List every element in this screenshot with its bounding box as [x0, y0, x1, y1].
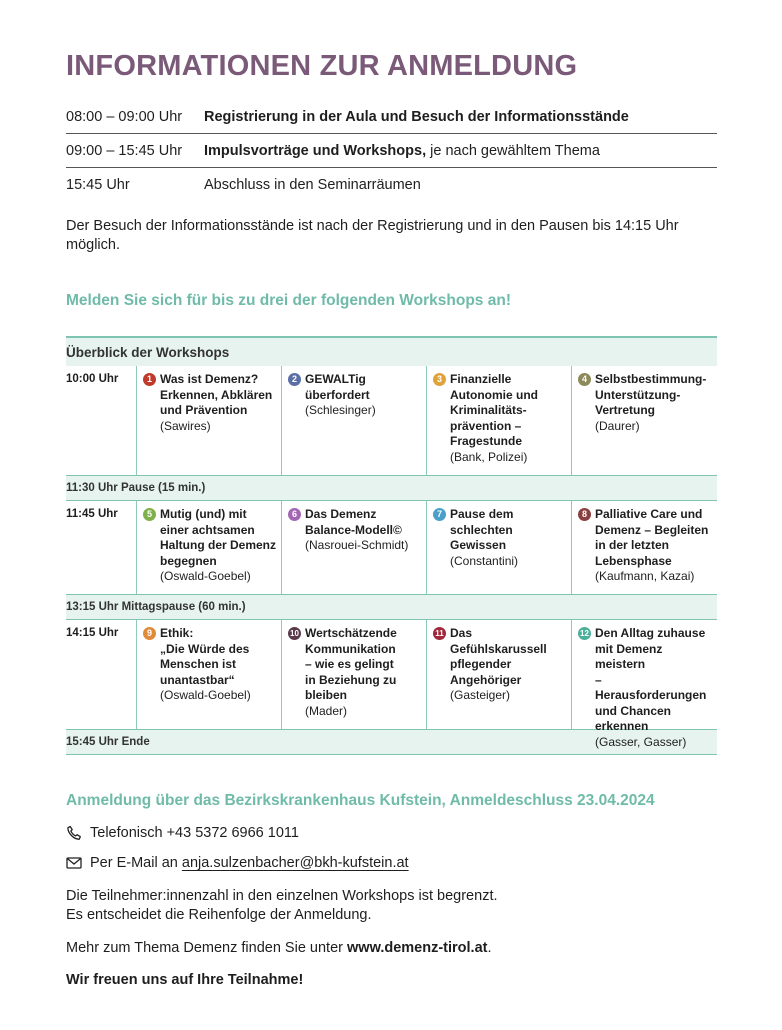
- more-info: [66, 939, 492, 958]
- slot-time: 14:15 Uhr: [66, 627, 119, 639]
- schedule-time: 15:45 Uhr: [66, 177, 130, 193]
- workshop-number-badge: 11: [433, 627, 446, 640]
- workshop-title: Den Alltag zuhause mit Demenz meistern – Herausforderungen und Chancen erkennen: [595, 626, 707, 733]
- workshop-speaker: (Mader): [305, 703, 348, 718]
- workshop-title: Das Gefühlskarussell pflegender Angehöriger: [450, 626, 547, 687]
- workshop-cell: [281, 366, 426, 475]
- schedule-bold: Impulsvorträge und Workshops,: [204, 142, 427, 159]
- workshop-speaker: (Constantini): [450, 553, 519, 568]
- workshop-number-badge: 5: [143, 508, 156, 521]
- workshop-cell: [426, 501, 571, 594]
- workshop-slot-row: [66, 366, 717, 475]
- workshop-title: Ethik: „Die Würde des Menschen ist unantastbar“: [160, 626, 250, 687]
- workshop-number-badge: 10: [288, 627, 301, 640]
- schedule-row: [66, 100, 717, 134]
- workshop-cell: [136, 366, 281, 475]
- workshop-number-badge: 9: [143, 627, 156, 640]
- workshop-number-badge: 8: [578, 508, 591, 521]
- workshop-title: Palliative Care und Demenz – Begleiten in der letzten Lebensphase: [595, 507, 709, 568]
- break-band: 15:45 Uhr Ende: [66, 729, 717, 755]
- workshop-speaker: (Oswald-Goebel): [160, 688, 251, 702]
- workshop-speaker: (Gasteiger): [450, 688, 511, 702]
- workshop-number-badge: 4: [578, 373, 591, 386]
- workshop-cell: [281, 620, 426, 729]
- schedule-time: 09:00 – 15:45 Uhr: [66, 142, 183, 159]
- workshop-speaker: (Nasrouei-Schmidt): [305, 538, 409, 552]
- more-info-suffix: .: [487, 940, 492, 956]
- workshop-number-badge: 7: [433, 508, 446, 521]
- schedule-time: 08:00 – 09:00 Uhr: [66, 108, 183, 125]
- workshop-speaker: (Gasser, Gasser): [595, 734, 687, 749]
- workshop-cell: [136, 620, 281, 729]
- workshop-speaker: (Kaufmann, Kazai): [595, 569, 695, 583]
- break-band: 13:15 Uhr Mittagspause (60 min.): [66, 594, 717, 620]
- page-title: INFORMATIONEN ZUR ANMELDUNG: [66, 50, 578, 82]
- limit-note: Die Teilnehmer:innenzahl in den einzelnen Workshops ist begrenzt. Es entscheidet die Reihenfolge der Anmeldung.: [66, 888, 498, 923]
- email-contact: [66, 855, 409, 871]
- workshop-table: [66, 336, 717, 755]
- workshop-slot-row: [66, 501, 717, 594]
- workshop-number-badge: 12: [578, 627, 591, 640]
- closing-line: Wir freuen uns auf Ihre Teilnahme!: [66, 972, 304, 988]
- more-info-prefix: Mehr zum Thema Demenz finden Sie unter: [66, 940, 348, 956]
- schedule-row: [66, 168, 717, 202]
- workshop-table-header: Überblick der Workshops: [66, 336, 717, 366]
- workshop-number-badge: 6: [288, 508, 301, 521]
- workshop-title: GEWALTig überfordert: [305, 372, 370, 402]
- email-prefix: Per E-Mail an: [90, 855, 182, 871]
- workshop-speaker: (Bank, Polizei): [450, 449, 528, 464]
- workshop-cell: [426, 620, 571, 729]
- workshop-speaker: (Sawires): [160, 418, 211, 433]
- schedule-row: [66, 134, 717, 168]
- workshops-heading: Melden Sie sich für bis zu drei der folgenden Workshops an!: [66, 292, 511, 309]
- workshop-title: Das Demenz Balance-Modell©: [305, 507, 402, 537]
- workshop-number-badge: 3: [433, 373, 446, 386]
- schedule-bold: Registrierung in der Aula und Besuch der Informationsstände: [204, 108, 629, 125]
- workshop-speaker: (Oswald-Goebel): [160, 569, 251, 583]
- break-band: 11:30 Uhr Pause (15 min.): [66, 475, 717, 501]
- phone-icon: [66, 825, 82, 841]
- schedule-description: Abschluss in den Seminarräumen: [204, 177, 421, 193]
- workshop-title: Selbstbestimmung- Unterstützung- Vertretung: [595, 372, 707, 417]
- workshop-title: Mutig (und) mit einer achtsamen Haltung der Demenz begegnen: [160, 507, 277, 568]
- phone-text: Telefonisch +43 5372 6966 1011: [90, 825, 299, 841]
- schedule-rest: je nach gewähltem Thema: [426, 142, 600, 159]
- slot-time: 10:00 Uhr: [66, 373, 119, 385]
- workshop-title: Was ist Demenz? Erkennen, Abklären und Prävention: [160, 372, 273, 417]
- workshop-cell: [426, 366, 571, 475]
- email-text: [90, 855, 409, 871]
- workshop-cell: [571, 366, 716, 475]
- workshop-title: Wertschätzende Kommunikation – wie es gelingt in Beziehung zu bleiben: [305, 626, 397, 702]
- workshop-cell: [571, 620, 716, 749]
- slot-time: 11:45 Uhr: [66, 508, 118, 520]
- website-link[interactable]: www.demenz-tirol.at: [347, 940, 488, 956]
- workshop-cell: [571, 501, 716, 594]
- workshop-number-badge: 1: [143, 373, 156, 386]
- workshop-speaker: (Schlesinger): [305, 403, 376, 417]
- schedule: [66, 100, 717, 202]
- workshop-cell: [281, 501, 426, 594]
- workshop-number-badge: 2: [288, 373, 301, 386]
- info-note: Der Besuch der Informationsstände ist nach der Registrierung und in den Pausen bis 14:15 Uhr möglich.: [66, 218, 679, 253]
- workshop-cell: [136, 501, 281, 594]
- workshop-title: Pause dem schlechten Gewissen: [450, 507, 514, 552]
- mail-icon: [66, 856, 82, 870]
- workshop-title: Finanzielle Autonomie und Kriminalitäts- prävention – Fragestunde: [450, 372, 538, 448]
- schedule-description: [204, 109, 629, 125]
- workshop-speaker: (Daurer): [595, 418, 640, 433]
- schedule-description: [204, 143, 600, 159]
- email-link[interactable]: anja.sulzenbacher@bkh-kufstein.at: [181, 855, 409, 871]
- registration-heading: Anmeldung über das Bezirkskrankenhaus Kufstein, Anmeldeschluss 23.04.2024: [66, 792, 655, 809]
- phone-contact: [66, 825, 299, 841]
